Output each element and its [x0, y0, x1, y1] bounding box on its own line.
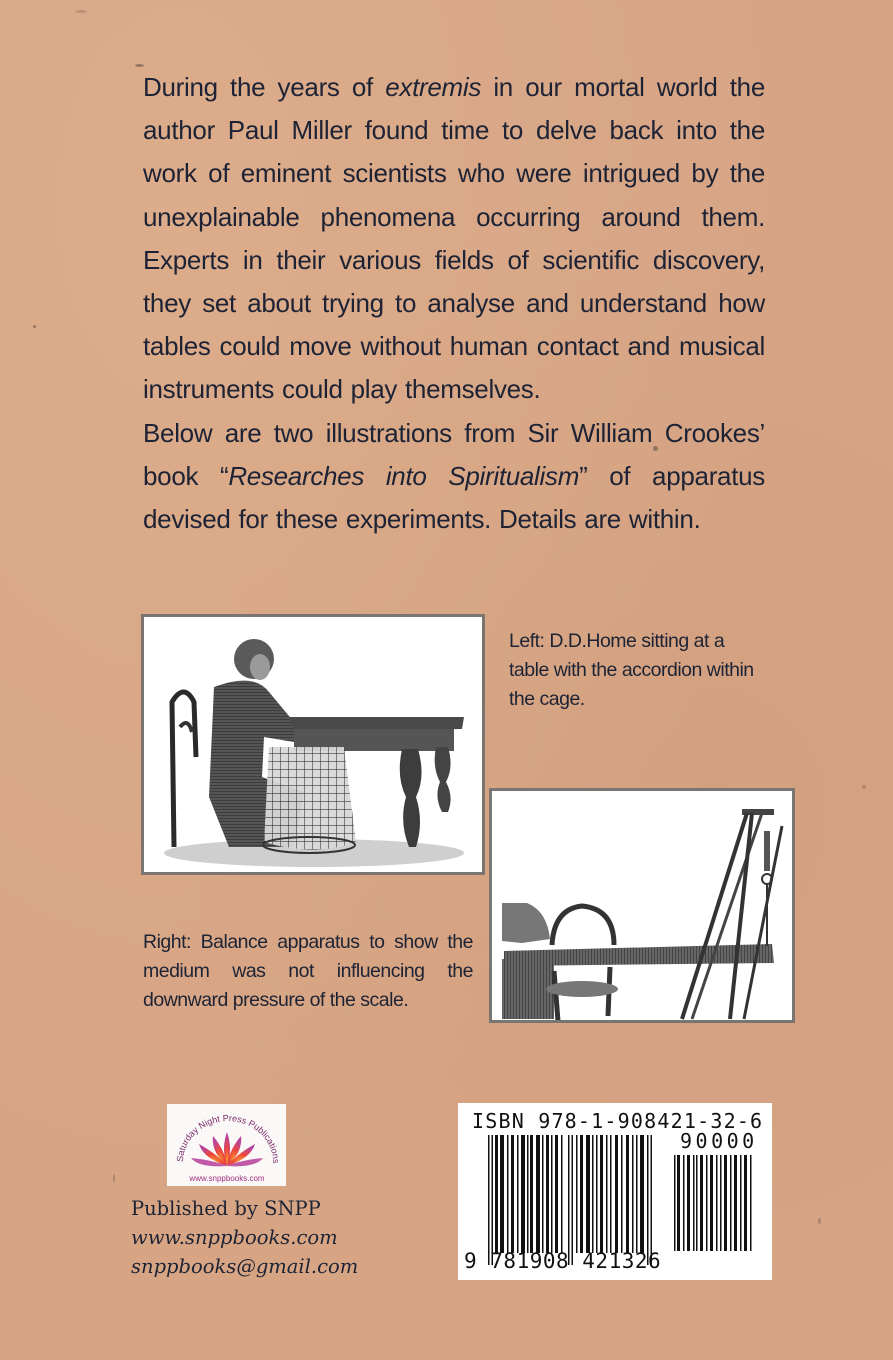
book-title-emphasis: Researches into Spiritualism	[228, 460, 580, 491]
lotus-flower-icon	[167, 1104, 286, 1186]
engraving-home-at-table-icon	[144, 617, 482, 872]
caption-left: Left: D.D.Home sitting at a table with the accordion within the cage.	[509, 630, 754, 710]
publisher-info	[131, 1194, 358, 1281]
isbn-label: ISBN 978-1-908421-32-6	[472, 1109, 764, 1133]
publisher-website: www.snppbooks.com	[131, 1226, 338, 1249]
ean-digits: 9 781908 421326	[464, 1249, 662, 1273]
blurb-text: in our mortal world the author Paul Miller found time to delve back into the work of eminent scientists who were intrigued by the unexplainable phenomena occurring around them. Experts in their various fields of scientific discovery, they set about trying to analyse and understand how tables could move without human contact and musical instruments could play themselves.	[143, 72, 765, 405]
logo-arc-text: Saturday Night Press Publications	[174, 1113, 282, 1164]
blurb-text: Below are two illustrations from Sir William Crookes’ book “	[143, 417, 765, 491]
published-by: Published by SNPP	[131, 1197, 321, 1220]
illustration-right-balance-apparatus	[489, 788, 795, 1023]
isbn-barcode	[458, 1103, 772, 1280]
addon-barcode-bars-icon	[674, 1155, 756, 1251]
caption-right: Right: Balance apparatus to show the medium was not influencing the downward pressure of the scale.	[143, 931, 473, 1011]
logo-url-text: www.snppbooks.com	[189, 1174, 265, 1183]
blurb-paragraph-2	[143, 412, 765, 542]
blurb-emphasis: extremis	[385, 72, 482, 102]
blurb-text: ” of apparatus devised for these experiments. Details are within.	[143, 460, 765, 535]
barcode-addon-digits: 90000	[680, 1129, 758, 1153]
publisher-email: snppbooks@gmail.com	[131, 1255, 359, 1278]
engraving-balance-apparatus-icon	[492, 791, 792, 1020]
publisher-logo	[167, 1104, 286, 1186]
illustration-left-home-table	[141, 614, 485, 875]
back-cover-blurb	[143, 66, 765, 541]
blurb-text: During the years of	[143, 72, 386, 102]
ean-barcode-bars-icon	[488, 1135, 663, 1265]
blurb-paragraph-1	[143, 66, 765, 412]
